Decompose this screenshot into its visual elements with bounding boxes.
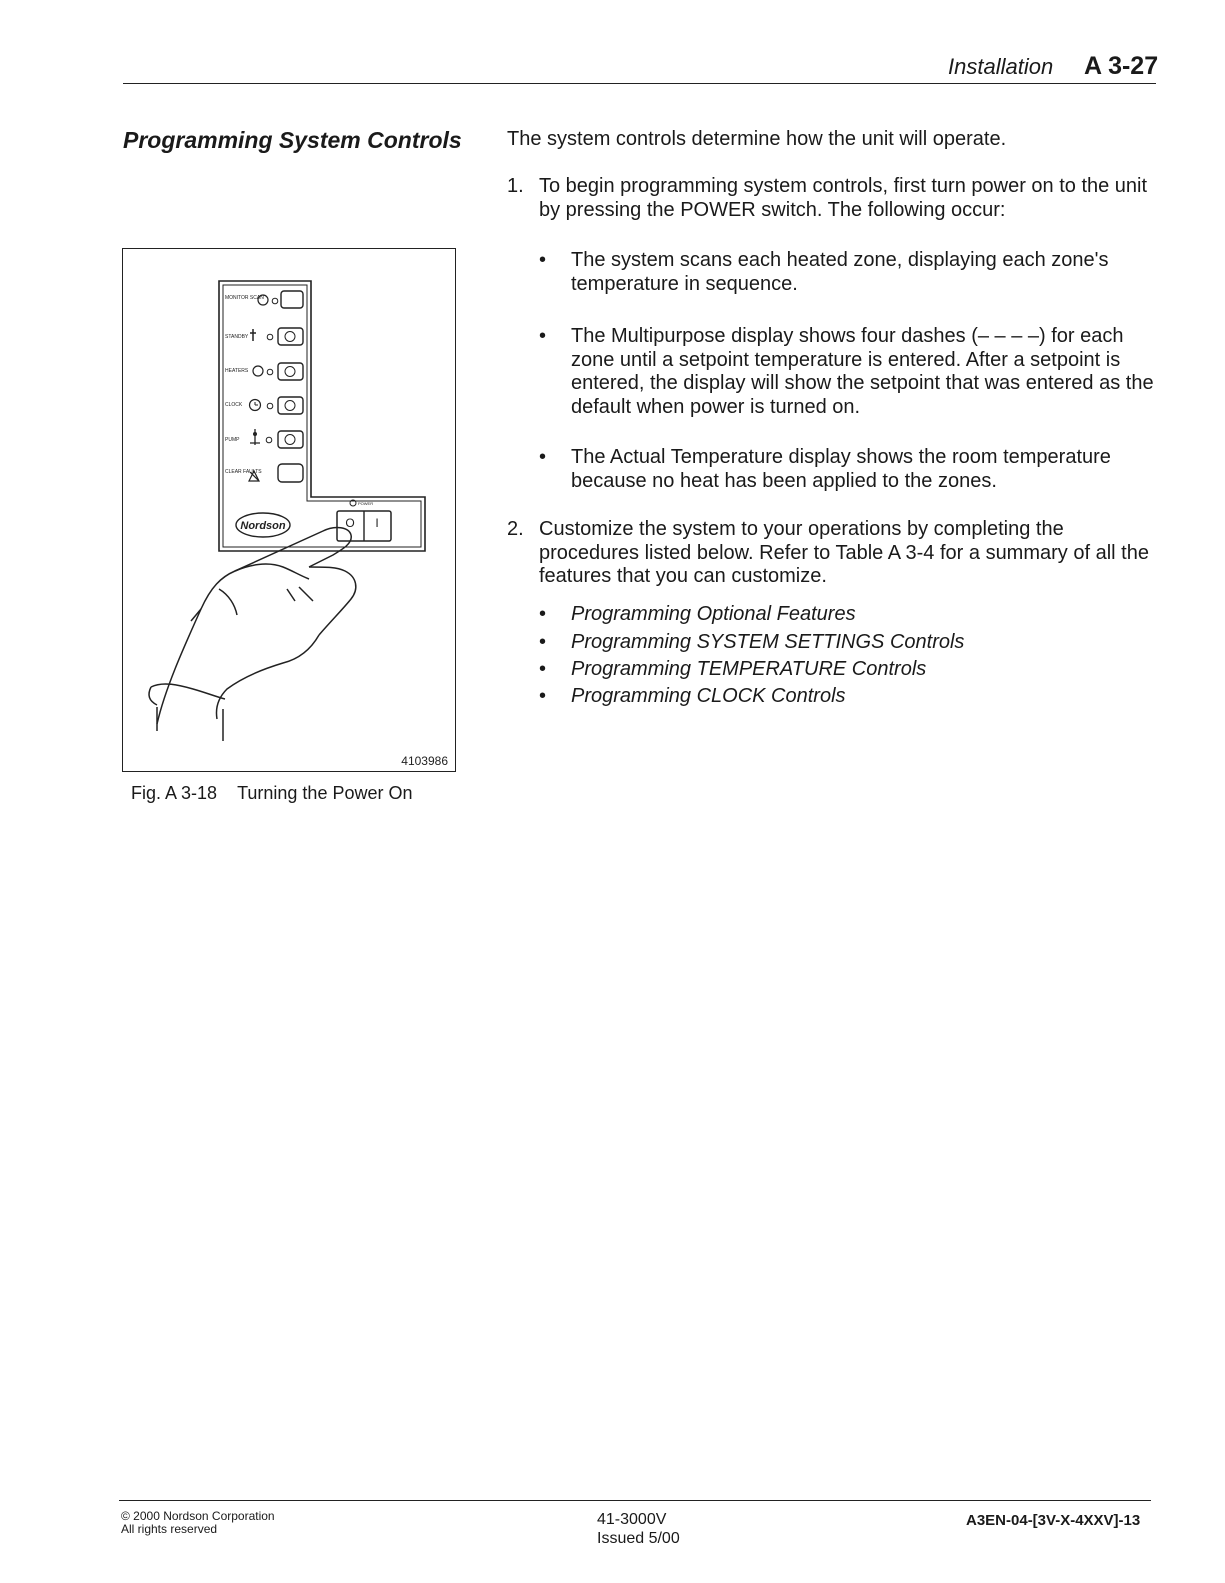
procedure-link[interactable]: Programming TEMPERATURE Controls <box>571 658 927 680</box>
panel-label: CLOCK <box>225 402 243 408</box>
running-header-section: Installation <box>948 54 1054 79</box>
heaters-row <box>225 363 303 380</box>
pump-icon <box>250 429 260 445</box>
footer-rule <box>119 1500 1151 1501</box>
copyright-line: © 2000 Nordson Corporation <box>121 1509 275 1523</box>
step-1-line: by pressing the POWER switch. The following occur: <box>539 198 1006 221</box>
panel-label: HEATERS <box>225 368 249 374</box>
clear-faults-row <box>225 464 303 482</box>
bullet-line: because no heat has been applied to the zones. <box>571 469 997 492</box>
brand-name: Nordson <box>240 520 286 532</box>
thermometer-icon <box>250 329 256 341</box>
monitor-scan-row <box>225 291 303 308</box>
step-1-number: 1. <box>507 175 524 197</box>
bullet-item <box>571 249 1108 296</box>
standby-button <box>278 328 303 345</box>
indicator-led <box>267 369 273 375</box>
panel-label: POWER <box>358 501 374 506</box>
bullet-icon: • <box>539 249 547 271</box>
section-title: Programming System Controls <box>123 127 462 153</box>
procedure-link[interactable]: Programming CLOCK Controls <box>571 685 846 707</box>
step-1-text <box>539 175 1147 222</box>
panel-label: PUMP <box>225 437 240 443</box>
power-symbol-icon <box>285 435 295 445</box>
header-rule <box>123 83 1156 84</box>
figure-id: 4103986 <box>401 754 448 768</box>
switch-off-label: O <box>345 516 355 530</box>
clock-row <box>225 397 303 414</box>
hand-illustration <box>149 528 356 741</box>
control-panel-illustration <box>123 249 454 770</box>
bullet-icon: • <box>539 658 547 680</box>
indicator-led <box>272 298 278 304</box>
intro-paragraph: The system controls determine how the unit will operate. <box>507 128 1007 150</box>
power-symbol-icon <box>285 401 295 411</box>
procedure-link[interactable]: Programming SYSTEM SETTINGS Controls <box>571 631 965 653</box>
footer-doc-info <box>597 1510 680 1548</box>
bullet-icon: • <box>539 631 547 653</box>
heater-icon <box>253 366 263 376</box>
pump-row <box>225 429 303 448</box>
power-symbol-icon <box>285 367 295 377</box>
step-2-text <box>539 518 1149 589</box>
bullet-icon: • <box>539 603 547 625</box>
rights-line: All rights reserved <box>121 1522 218 1536</box>
scan-button <box>281 291 303 308</box>
indicator-led <box>267 403 273 409</box>
switch-on-label: I <box>375 516 379 530</box>
heaters-button <box>278 363 303 380</box>
page-number: A 3-27 <box>1084 52 1159 80</box>
figure-number: Fig. A 3-18 <box>131 783 218 803</box>
figure-title: Turning the Power On <box>237 783 413 803</box>
bullet-line: The system scans each heated zone, displaying each zone's <box>571 249 1109 271</box>
indicator-led <box>267 334 273 340</box>
bullet-line: temperature in sequence. <box>571 272 798 295</box>
bullet-icon: • <box>539 685 547 707</box>
power-symbol-icon <box>285 332 295 342</box>
step-2-line: features that you can customize. <box>539 565 827 587</box>
bullet-line: The Actual Temperature display shows the room temperature <box>571 446 1111 468</box>
indicator-led <box>266 437 272 443</box>
bullet-item <box>571 325 1154 419</box>
panel-label: STANDBY <box>225 334 249 340</box>
bullet-icon: • <box>539 446 547 468</box>
figure-caption <box>131 783 412 804</box>
panel-label: CLEAR FAULTS <box>225 469 262 475</box>
standby-row <box>225 328 303 345</box>
bullet-line: entered, the display will show the setpoint that was entered as the <box>571 372 1154 394</box>
panel-label: MONITOR SCAN <box>225 295 264 301</box>
footer-doc-code: A3EN-04-[3V-X-4XXV]-13 <box>966 1512 1141 1529</box>
footer-copyright <box>121 1510 275 1536</box>
procedure-link[interactable]: Programming Optional Features <box>571 603 856 625</box>
panel-outline <box>219 281 425 551</box>
clock-button <box>278 397 303 414</box>
bullet-icon: • <box>539 325 547 347</box>
step-2-number: 2. <box>507 518 524 540</box>
bullet-line: zone until a setpoint temperature is entered. After a setpoint is <box>571 348 1121 371</box>
bullet-line: default when power is turned on. <box>571 395 861 418</box>
pump-button <box>278 431 303 448</box>
step-2-line: procedures listed below. Refer to Table A 3-4 for a summary of all the <box>539 541 1149 564</box>
clear-faults-button <box>278 464 303 482</box>
issue-date: Issued 5/00 <box>597 1530 680 1547</box>
bullet-line: The Multipurpose display shows four dashes (– – – –) for each <box>571 325 1124 347</box>
panel-inner-outline <box>223 285 421 547</box>
step-1-line: To begin programming system controls, first turn power on to the unit <box>539 175 1148 197</box>
doc-number: 41-3000V <box>597 1511 667 1528</box>
step-2-line: Customize the system to your operations by completing the <box>539 518 1064 540</box>
bullet-item <box>571 446 1111 493</box>
figure-frame <box>122 248 456 772</box>
